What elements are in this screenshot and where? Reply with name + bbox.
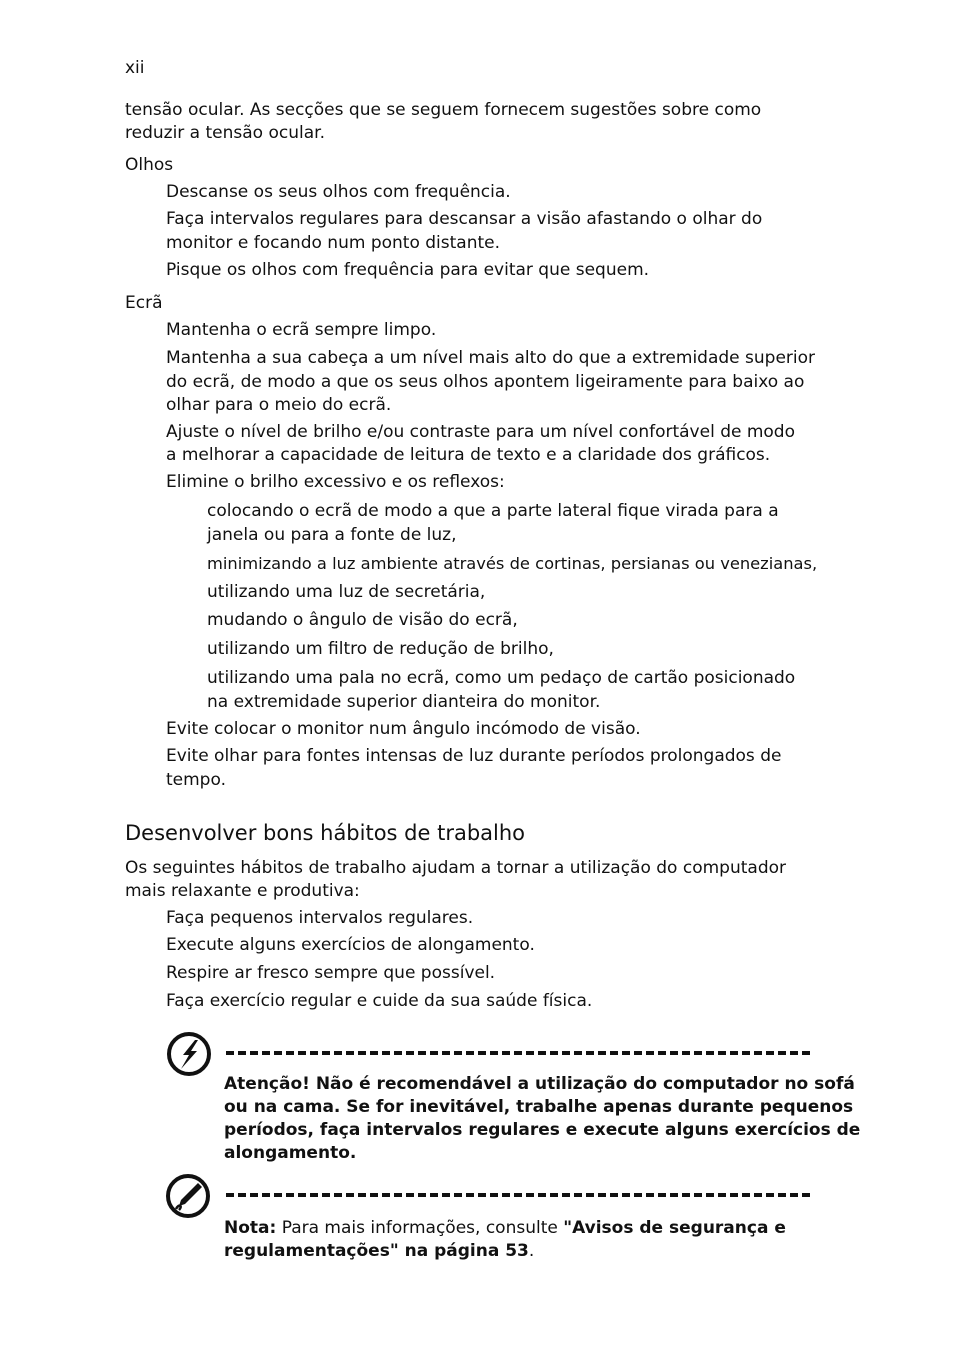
warning-divider	[226, 1051, 810, 1055]
olhos-item-1: Descanse os seus olhos com frequência.	[166, 182, 511, 202]
ecra-subitem-6-line-1: utilizando uma pala no ecrã, como um pedaço de cartão posicionado	[207, 668, 796, 688]
note-divider	[226, 1193, 810, 1197]
olhos-item-3: Pisque os olhos com frequência para evitar que sequem.	[166, 260, 650, 280]
olhos-item-2-line-2: monitor e focando num ponto distante.	[166, 233, 501, 253]
section-heading-habits: Desenvolver bons hábitos de trabalho	[125, 821, 526, 845]
ecra-item-2-line-1: Mantenha a sua cabeça a um nível mais alto do que a extremidade superior	[166, 348, 816, 368]
ecra-item-1: Mantenha o ecrã sempre limpo.	[166, 320, 437, 340]
habits-item-3: Respire ar fresco sempre que possível.	[166, 963, 496, 983]
note-pen-icon	[165, 1173, 211, 1219]
section-heading-ecra: Ecrã	[125, 293, 163, 313]
section-heading-olhos: Olhos	[125, 155, 174, 175]
habits-item-4: Faça exercício regular e cuide da sua saúde física.	[166, 991, 593, 1011]
ecra-subitem-1-line-2: janela ou para a fonte de luz,	[207, 525, 457, 545]
note-tail: .	[528, 1241, 535, 1261]
ecra-item-5: Evite colocar o monitor num ângulo incómodo de visão.	[166, 719, 641, 739]
note-line-1	[224, 1217, 786, 1240]
intro-line-2: reduzir a tensão ocular.	[125, 123, 325, 143]
habits-intro-line-1: Os seguintes hábitos de trabalho ajudam a tornar a utilização do computador	[125, 858, 786, 878]
ecra-item-3-line-2: a melhorar a capacidade de leitura de texto e a claridade dos gráficos.	[166, 445, 771, 465]
ecra-item-6-line-2: tempo.	[166, 770, 226, 790]
warning-line-3: períodos, faça intervalos regulares e execute alguns exercícios de	[224, 1120, 861, 1140]
ecra-subitem-2: minimizando a luz ambiente através de cortinas, persianas ou venezianas,	[207, 554, 818, 573]
warning-line-1: Atenção! Não é recomendável a utilização do computador no sofá	[224, 1074, 855, 1094]
ecra-item-6-line-1: Evite olhar para fontes intensas de luz durante períodos prolongados de	[166, 746, 782, 766]
warning-line-2: ou na cama. Se for inevitável, trabalhe apenas durante pequenos	[224, 1097, 854, 1117]
ecra-subitem-3: utilizando uma luz de secretária,	[207, 582, 486, 602]
ecra-subitem-4: mudando o ângulo de visão do ecrã,	[207, 610, 518, 630]
note-label: Nota:	[224, 1218, 277, 1238]
note-reference-link-part-2[interactable]: regulamentações" na página 53	[224, 1241, 529, 1261]
ecra-item-4: Elimine o brilho excessivo e os reflexos:	[166, 472, 505, 492]
habits-item-1: Faça pequenos intervalos regulares.	[166, 908, 474, 928]
intro-line-1: tensão ocular. As secções que se seguem fornecem sugestões sobre como	[125, 100, 762, 120]
ecra-item-2-line-3: olhar para o meio do ecrã.	[166, 395, 392, 415]
habits-intro-line-2: mais relaxante e produtiva:	[125, 881, 360, 901]
ecra-subitem-5: utilizando um filtro de redução de brilho,	[207, 639, 554, 659]
page-number: xii	[125, 58, 145, 78]
ecra-subitem-1-line-1: colocando o ecrã de modo a que a parte lateral fique virada para a	[207, 501, 779, 521]
note-reference-link-part-1[interactable]: "Avisos de segurança e	[563, 1218, 786, 1238]
note-text: Para mais informações, consulte	[276, 1218, 564, 1238]
warning-line-4: alongamento.	[224, 1143, 357, 1163]
ecra-subitem-6-line-2: na extremidade superior dianteira do monitor.	[207, 692, 601, 712]
habits-item-2: Execute alguns exercícios de alongamento.	[166, 935, 535, 955]
ecra-item-2-line-2: do ecrã, de modo a que os seus olhos apontem ligeiramente para baixo ao	[166, 372, 805, 392]
ecra-item-3-line-1: Ajuste o nível de brilho e/ou contraste para um nível confortável de modo	[166, 422, 795, 442]
note-line-2	[224, 1240, 534, 1263]
warning-lightning-icon	[166, 1031, 212, 1077]
olhos-item-2-line-1: Faça intervalos regulares para descansar a visão afastando o olhar do	[166, 209, 763, 229]
